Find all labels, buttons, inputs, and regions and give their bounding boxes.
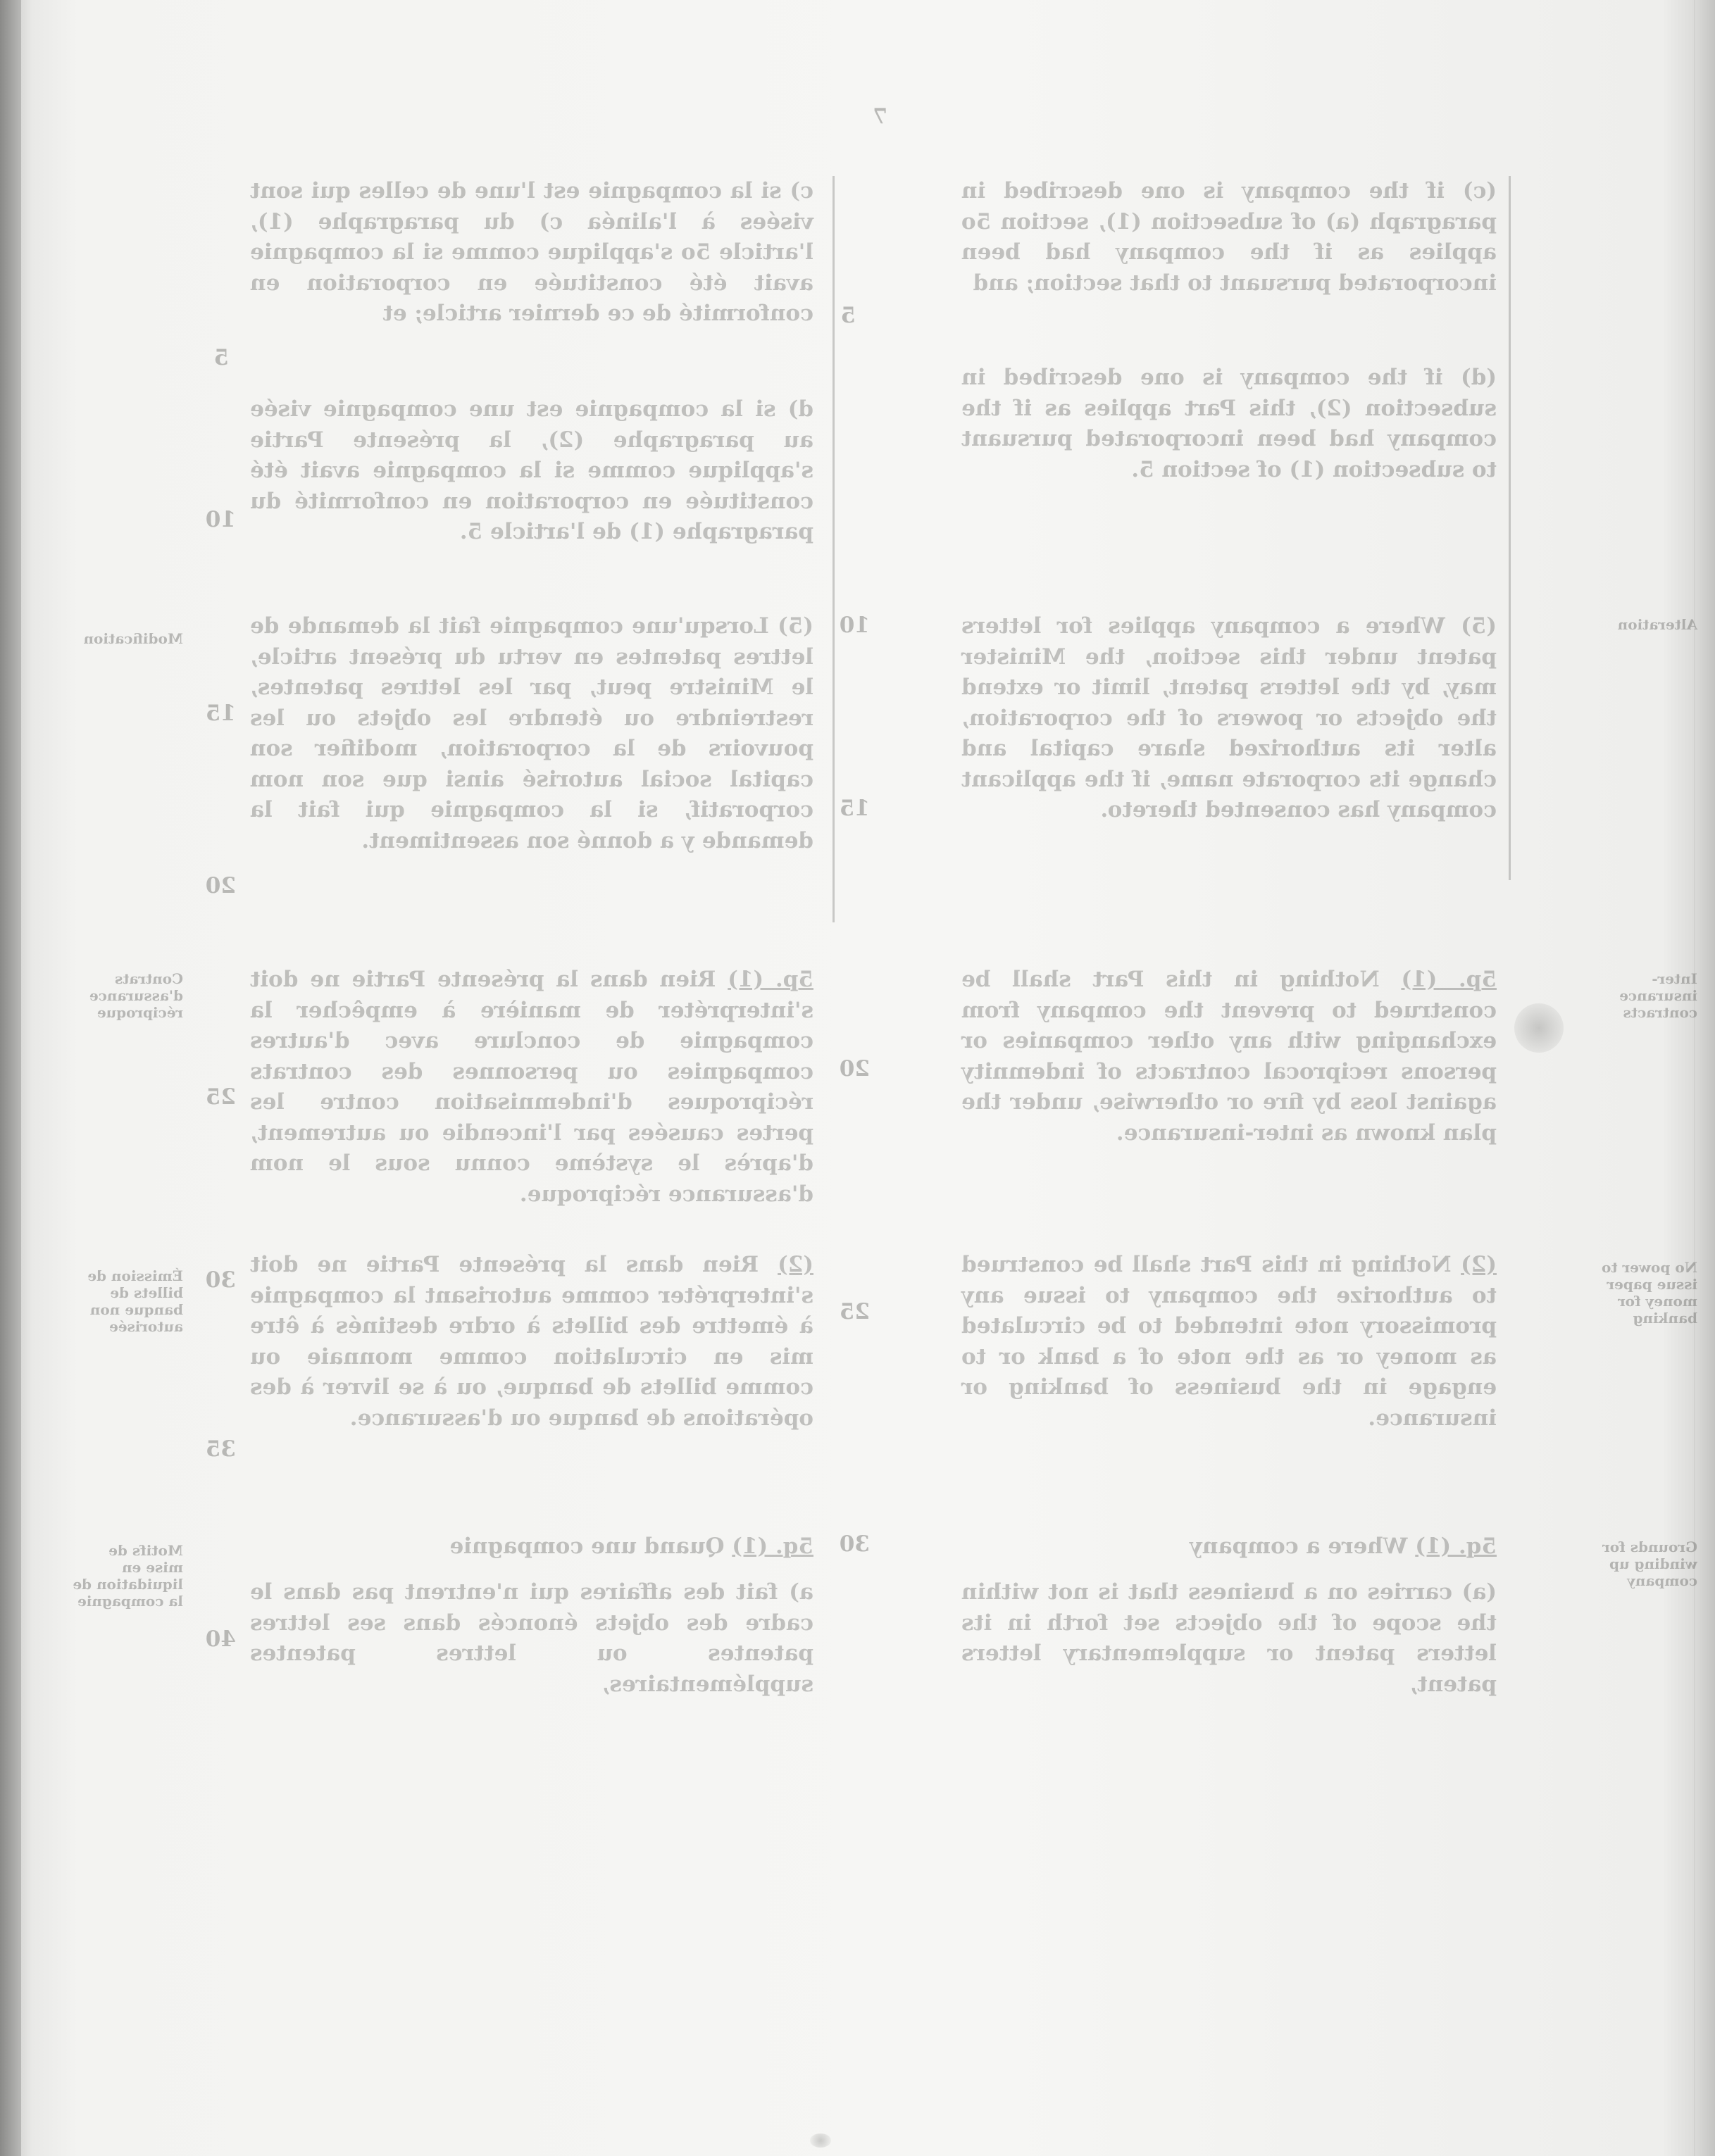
line-number: 30 [205, 1267, 236, 1293]
french-para-d [250, 394, 813, 548]
section-5p-2-text-fr: Rien dans la présente Partie ne doit s'interpréter comme autorisant la compagnie à émettre des billets à ordre destinés à être mis en circulation comme monnaie ou comme billets de banque, ou à se livrer à des opérations de banque ou d'assurance. [250, 1252, 813, 1431]
english-para-c [961, 176, 1497, 299]
amendment-rule-french [832, 176, 835, 922]
english-section-5q-a [961, 1577, 1497, 1700]
line-number: 35 [205, 1436, 236, 1462]
english-section-5q-a-text: (a) carries on a business that is not within the scope of the objects set forth in its letters patent or supplementary letters patent, [961, 1579, 1497, 1697]
english-section-5p-1 [961, 965, 1497, 1148]
margin-note-emission: Émission de billets de banque non autorisée [87, 1267, 183, 1335]
margin-note-motifs: Motifs de mise en liquidation de la compagnie [73, 1542, 183, 1610]
section-5q-1-text: Where a company [1189, 1534, 1416, 1559]
section-5q-1-text-fr: Quand une compagnie [449, 1534, 732, 1559]
english-para-5-text: (5) Where a company applies for letters patent under this section, the Minister may, by the letters patent, limit or extend the objects or powers of the corporation, alter its authorized share capital and change its corporate name, if the applicant company has consented thereto. [961, 613, 1497, 822]
section-5p-1-heading-fr: 5p. (1) [728, 967, 813, 992]
french-para-5-text: (5) Lorsqu'une compagnie fait la demande de lettres patentes en vertu du présent article, le Ministre peut, par les lettres patentes, restreindre ou étendre les objets ou les pouvoirs de la corporation, modifier son capital social autorisé ainsi que son nom corporatif, si la compagnie qui fait la demande y a donné son assentiment. [250, 613, 813, 853]
scan-smudge [810, 2133, 831, 2148]
french-section-5q-1 [250, 1531, 813, 1562]
french-para-5 [250, 611, 813, 856]
english-para-d [961, 363, 1497, 485]
line-number: 5 [840, 303, 856, 328]
section-5q-1-heading-fr: 5q. (1) [732, 1534, 813, 1559]
english-section-5p-2 [961, 1250, 1497, 1434]
margin-note-grounds: Grounds for winding up company [1602, 1538, 1697, 1589]
line-number: 10 [205, 507, 236, 532]
line-number: 5 [213, 345, 229, 370]
line-number: 15 [839, 796, 870, 821]
line-number: 15 [205, 701, 236, 726]
french-section-5p-2 [250, 1250, 813, 1434]
line-number: 20 [839, 1056, 870, 1082]
margin-note-alteration: Alteration [1617, 616, 1697, 633]
section-5p-1-heading: 5p. (1) [1401, 967, 1497, 992]
english-para-5 [961, 611, 1497, 826]
section-5p-1-text-fr: Rien dans la présente Partie ne doit s'interpréter de manière à empêcher la compagnie de conclure avec d'autres compagnies ou personnes des contrats réciproques d'indemnisation contre les pertes causées par l'incendie ou autrement, d'après le système connu sous le nom d'assurance réciproque. [250, 967, 813, 1207]
scan-smudge [1514, 1003, 1564, 1053]
line-number: 30 [839, 1531, 870, 1557]
section-5p-2-text: Nothing in this Part shall be construed to authorize the company to issue any promissory note intended to be circulated as money or as the note of a bank or to engage in the business of banking or insurance. [961, 1252, 1497, 1431]
french-para-c [250, 176, 813, 330]
line-number: 20 [205, 873, 236, 898]
margin-note-modification: Modification [83, 630, 183, 647]
english-section-5q-1 [961, 1531, 1497, 1562]
french-section-5q-a [250, 1577, 813, 1700]
french-para-d-text: d) si la compagnie est une compagnie visée au paragraphe (2), la présente Partie s'applique comme si la compagnie avait été constituée en corporation en conformité du paragraphe (1) de l'article 5. [250, 396, 813, 544]
line-number: 40 [205, 1627, 236, 1652]
line-number: 10 [839, 613, 870, 638]
english-para-c-text: (c) if the company is one described in paragraph (a) of subsection (1), section 5o applies as if the company had been incorporated pursuant to that section; and [961, 178, 1497, 296]
page-number: 7 [873, 104, 887, 129]
section-5p-1-text: Nothing in this Part shall be construed to prevent the company from exchanging with any other companies or persons reciprocal contracts of indemnity against loss by fire or otherwise, under the plan known as inter-insurance. [961, 967, 1497, 1146]
line-number: 25 [205, 1084, 236, 1110]
amendment-rule-english [1509, 176, 1511, 880]
english-para-d-text: (d) if the company is one described in subsection (2), this Part applies as if the company had been incorporated pursuant to subsection (1) of section 5. [961, 365, 1497, 482]
french-section-5q-a-text: a) fait des affaires qui n'entrent pas dans le cadre des objets énoncés dans ses lettres patentes ou lettres patentes supplémentaires, [250, 1579, 813, 1697]
margin-note-inter-insurance: Inter-insurance contracts [1619, 970, 1697, 1021]
margin-note-contrats: Contrats d'assurance réciproque [89, 970, 183, 1021]
margin-note-no-power: No power to issue paper money for banking [1602, 1259, 1697, 1327]
section-5p-2-heading: (2) [1461, 1252, 1497, 1277]
section-5q-1-heading: 5q. (1) [1415, 1534, 1497, 1559]
line-number: 25 [839, 1299, 870, 1324]
section-5p-2-heading-fr: (2) [778, 1252, 813, 1277]
french-section-5p-1 [250, 965, 813, 1210]
french-para-c-text: c) si la compagnie est l'une de celles qui sont visées à l'alinéa c) du paragraphe (1), l'article 5o s'applique comme si la compagnie avait été constituée en corporation en conformité de ce dernier article; et [250, 178, 813, 326]
